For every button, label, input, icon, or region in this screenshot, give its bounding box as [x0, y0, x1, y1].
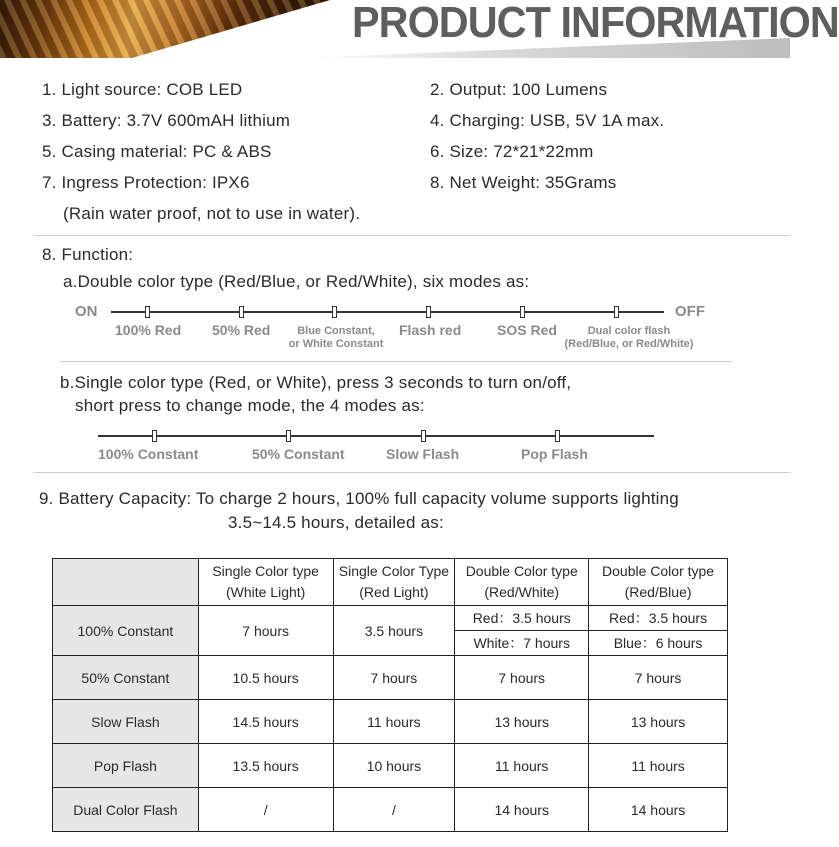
table-cell: 7 hours: [333, 656, 455, 700]
mode-label: Blue Constant, or White Constant: [288, 325, 384, 350]
row-label: Slow Flash: [53, 700, 199, 744]
mode-label: 100% Constant: [98, 446, 199, 462]
table-header-row: [53, 559, 728, 606]
table-cell: Red：3.5 hours White：7 hours: [455, 606, 589, 656]
table-cell: 11 hours: [589, 744, 728, 788]
mode-label: Pop Flash: [521, 446, 588, 462]
mode-label: Dual color flash (Red/Blue, or Red/White): [564, 325, 694, 350]
mode-tick: [614, 306, 619, 318]
spec-casing: 5. Casing material: PC & ABS: [42, 142, 272, 161]
table-corner-cell: [53, 559, 199, 606]
table-cell: 14 hours: [589, 788, 728, 832]
mode-label: Slow Flash: [386, 446, 460, 462]
mode-tick: [555, 430, 560, 442]
mode-tick: [286, 430, 291, 442]
spec-ingress: 7. Ingress Protection: IPX6: [42, 173, 250, 192]
mode-tick: [421, 430, 426, 442]
mode-label: SOS Red: [497, 322, 557, 338]
mode-label: Flash red: [399, 322, 462, 338]
table-cell: 10.5 hours: [198, 656, 333, 700]
table-cell: /: [198, 788, 333, 832]
divider: [60, 361, 732, 362]
table-cell: 11 hours: [333, 700, 455, 744]
off-label: OFF: [675, 303, 705, 320]
table-row: [53, 788, 728, 832]
table-cell: 14.5 hours: [198, 700, 333, 744]
mode-label: 50% Constant: [252, 446, 345, 462]
table-header: Single Color type (White Light): [198, 559, 333, 606]
function-b-line2: short press to change mode, the 4 modes as:: [75, 396, 425, 415]
function-heading: 8. Function:: [42, 245, 134, 264]
spec-ingress-note: (Rain water proof, not to use in water).: [63, 204, 361, 223]
spec-size: 6. Size: 72*21*22mm: [430, 142, 594, 161]
table-row: [53, 700, 728, 744]
mode-label: 50% Red: [212, 322, 271, 338]
function-a-text: a.Double color type (Red/Blue, or Red/White), six modes as:: [63, 272, 530, 291]
divider: [34, 235, 790, 236]
mode-tick: [152, 430, 157, 442]
table-header: Double Color type (Red/White): [455, 559, 589, 606]
spec-output: 2. Output: 100 Lumens: [430, 80, 608, 99]
table-header: Double Color type (Red/Blue): [589, 559, 728, 606]
table-cell: 7 hours: [198, 606, 333, 656]
battery-capacity-table: [52, 558, 728, 832]
battery-line1: 9. Battery Capacity: To charge 2 hours, 100% full capacity volume supports lighting: [39, 489, 679, 508]
mode-line-a: [111, 311, 664, 313]
page-title: PRODUCT INFORMATION: [352, 0, 839, 47]
fire-decoration-image: [0, 0, 330, 58]
table-cell: 7 hours: [455, 656, 589, 700]
row-label: 50% Constant: [53, 656, 199, 700]
mode-tick: [520, 306, 525, 318]
mode-tick: [332, 306, 337, 318]
mode-tick: [426, 306, 431, 318]
on-label: ON: [75, 303, 98, 320]
spec-battery: 3. Battery: 3.7V 600mAH lithium: [42, 111, 291, 130]
table-cell: 3.5 hours: [333, 606, 455, 656]
divider: [34, 472, 790, 473]
spec-light-source: 1. Light source: COB LED: [42, 80, 243, 99]
table-cell: 13 hours: [589, 700, 728, 744]
spec-weight: 8. Net Weight: 35Grams: [430, 173, 617, 192]
table-cell: /: [333, 788, 455, 832]
spec-charging: 4. Charging: USB, 5V 1A max.: [430, 111, 665, 130]
mode-label: 100% Red: [115, 322, 182, 338]
table-row: [53, 606, 728, 656]
mode-tick: [145, 306, 150, 318]
row-label: Dual Color Flash: [53, 788, 199, 832]
table-cell: 10 hours: [333, 744, 455, 788]
table-header: Single Color Type (Red Light): [333, 559, 455, 606]
mode-line-b: [98, 435, 654, 437]
mode-tick: [239, 306, 244, 318]
table-row: [53, 744, 728, 788]
row-label: 100% Constant: [53, 606, 199, 656]
table-cell: 13.5 hours: [198, 744, 333, 788]
table-cell: 7 hours: [589, 656, 728, 700]
table-cell: 13 hours: [455, 700, 589, 744]
battery-line2: 3.5~14.5 hours, detailed as:: [228, 513, 444, 532]
table-row: [53, 656, 728, 700]
table-cell: 11 hours: [455, 744, 589, 788]
row-label: Pop Flash: [53, 744, 199, 788]
function-b-line1: b.Single color type (Red, or White), press 3 seconds to turn on/off,: [60, 373, 572, 392]
table-cell: Red：3.5 hours Blue：6 hours: [589, 606, 728, 656]
header-banner: [0, 0, 839, 58]
table-cell: 14 hours: [455, 788, 589, 832]
